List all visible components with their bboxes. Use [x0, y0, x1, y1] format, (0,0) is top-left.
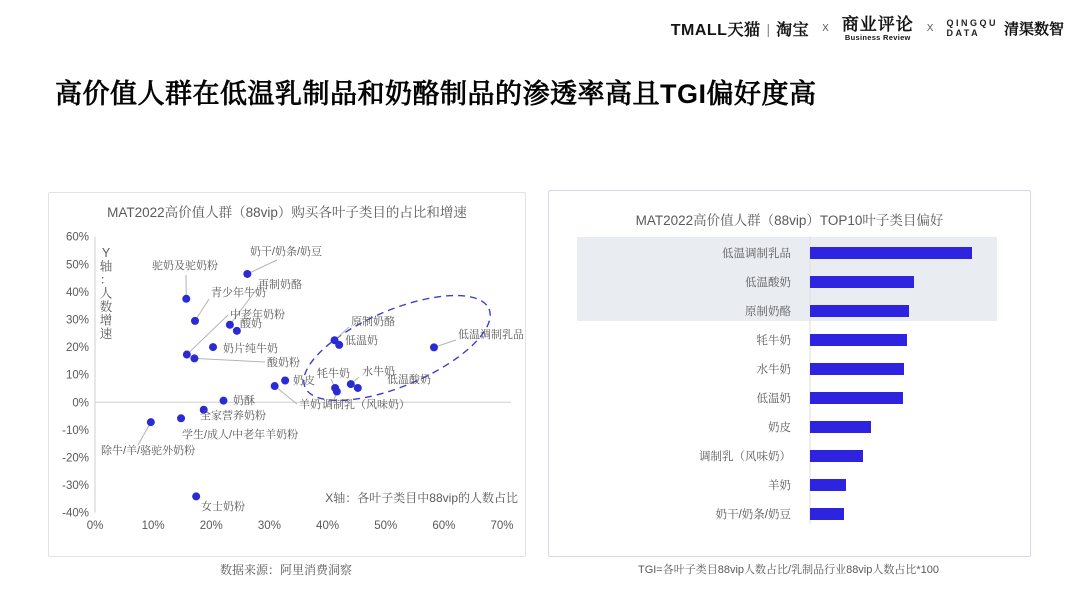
- bar-category-label: 奶皮: [768, 422, 791, 434]
- scatter-point: [335, 341, 343, 349]
- y-tick-label: 10%: [65, 369, 89, 382]
- bar: [810, 363, 904, 375]
- qingqu-logo-cn: 清渠数智: [1003, 21, 1064, 39]
- data-source-note: 数据来源：阿里消费洞察: [219, 563, 352, 577]
- scatter-point: [281, 376, 289, 384]
- y-tick-label: 30%: [65, 314, 89, 327]
- scatter-point: [347, 380, 355, 388]
- scatter-point: [183, 351, 191, 359]
- y-tick-label: 50%: [65, 259, 89, 272]
- scatter-point-label: 酸奶粉: [267, 357, 300, 369]
- scatter-point: [226, 321, 234, 329]
- bar-chart-title: MAT2022高价值人群（88vip）TOP10叶子类目偏好: [635, 213, 944, 228]
- scatter-point-label: 青少年牛奶: [211, 287, 266, 299]
- x-axis-title: X轴：各叶子类目中88vip的人数占比: [325, 491, 518, 505]
- y-tick-label: 0%: [72, 397, 89, 410]
- x-tick-label: 10%: [141, 520, 165, 532]
- scatter-point: [182, 295, 190, 303]
- scatter-point-label: 水牛奶: [362, 366, 395, 378]
- bar-category-label: 低温奶: [756, 393, 791, 405]
- qingqu-en-line1: QINGQU: [946, 17, 998, 28]
- bar-category-label: 调制乳（风味奶）: [699, 451, 791, 463]
- bar: [810, 508, 844, 520]
- scatter-point: [147, 418, 155, 426]
- bar: [810, 450, 863, 462]
- scatter-point-label: 中老年奶粉: [230, 309, 285, 321]
- x-tick-label: 70%: [490, 520, 514, 532]
- y-tick-label: -40%: [62, 507, 89, 520]
- y-axis-title: 数: [99, 300, 113, 314]
- business-review-cn: 商业评论: [841, 15, 914, 34]
- scatter-point: [209, 343, 217, 351]
- scatter-point: [219, 397, 227, 405]
- y-axis-title: 人: [99, 286, 113, 301]
- logo-divider: |: [766, 20, 771, 37]
- bar: [810, 392, 903, 404]
- scatter-point-label: 低温奶: [345, 335, 378, 347]
- scatter-point: [333, 388, 341, 396]
- business-review-en: Business Review: [844, 32, 911, 42]
- scatter-point-label: 奶片纯牛奶: [223, 343, 278, 355]
- scatter-point: [243, 270, 251, 278]
- bar-category-label: 原制奶酪: [745, 306, 791, 318]
- qingqu-logo-en: [946, 19, 998, 39]
- scatter-point: [354, 384, 362, 392]
- scatter-point: [191, 317, 199, 325]
- y-axis-title: 轴: [99, 259, 113, 274]
- scatter-point-label: 低温调制乳品: [458, 329, 524, 341]
- bar-category-label: 低温调制乳品: [722, 248, 791, 260]
- qingqu-en-line2: DATA: [946, 27, 981, 38]
- y-tick-label: -10%: [62, 424, 89, 437]
- collab-x-icon: X: [926, 23, 934, 35]
- bar: [810, 247, 972, 259]
- scatter-chart: [49, 193, 525, 556]
- scatter-point-label: 奶干/奶条/奶豆: [249, 246, 323, 258]
- bar-chart-card: [548, 190, 1031, 557]
- scatter-point-label: 再制奶酪: [258, 279, 302, 291]
- scatter-point-label: 羊奶: [299, 399, 321, 411]
- bar: [810, 479, 846, 491]
- scatter-point-label: 牦牛奶: [317, 368, 350, 380]
- collab-x-icon: X: [822, 23, 829, 35]
- y-axis-title: Y: [101, 246, 111, 260]
- y-axis-title: ：: [99, 273, 113, 287]
- tmall-taobao-logo: [671, 17, 809, 40]
- qingqu-logo: [946, 18, 1064, 39]
- scatter-chart-title: MAT2022高价值人群（88vip）购买各叶子类目的占比和增速: [107, 205, 467, 220]
- x-tick-label: 50%: [374, 520, 398, 532]
- x-tick-label: 0%: [86, 520, 104, 532]
- scatter-point: [190, 354, 198, 362]
- scatter-point-label: 除牛/羊/骆驼外奶粉: [101, 445, 196, 457]
- scatter-point-label: 全家营养奶粉: [200, 410, 266, 422]
- x-tick-label: 60%: [432, 520, 456, 532]
- scatter-point-label: 原制奶酪: [351, 316, 395, 328]
- scatter-point: [177, 414, 185, 422]
- scatter-point: [192, 492, 200, 500]
- bar-category-label: 羊奶: [768, 480, 791, 492]
- tgi-formula-note: TGI=各叶子类目88vip人数占比/乳制品行业88vip人数占比*100: [637, 564, 940, 576]
- bar-category-label: 水牛奶: [756, 364, 791, 376]
- scatter-point-label: 奶酥: [233, 395, 255, 407]
- bar-chart: [549, 191, 1030, 556]
- label-leader-line: [275, 386, 297, 404]
- x-tick-label: 40%: [316, 520, 340, 532]
- scatter-point-label: 调制乳（风味奶）: [322, 399, 410, 411]
- scatter-point-label: 女士奶粉: [201, 501, 245, 513]
- y-tick-label: -30%: [62, 480, 89, 493]
- scatter-point-label: 低温酸奶: [387, 374, 431, 386]
- y-tick-label: 20%: [65, 342, 89, 355]
- x-tick-label: 30%: [257, 520, 281, 532]
- page-title: 高价值人群在低温乳制品和奶酪制品的渗透率高且TGI偏好度高: [55, 79, 817, 109]
- label-leader-line: [194, 358, 265, 362]
- y-tick-label: -20%: [62, 452, 89, 465]
- x-tick-label: 20%: [199, 520, 223, 532]
- scatter-point-label: 酸奶: [240, 318, 262, 330]
- business-review-logo: [842, 16, 914, 42]
- taobao-logo: 淘宝: [776, 22, 810, 40]
- scatter-point: [271, 382, 279, 390]
- bar-category-label: 奶干/奶条/奶豆: [715, 509, 791, 521]
- bar-category-label: 低温酸奶: [745, 277, 791, 289]
- bar: [810, 334, 907, 346]
- bar: [810, 276, 914, 288]
- bar: [810, 305, 909, 317]
- scatter-chart-card: [48, 192, 526, 557]
- label-leader-line: [247, 260, 277, 274]
- scatter-point-label: 学生/成人/中老年羊奶粉: [182, 429, 299, 441]
- scatter-point-label: 奶皮: [293, 375, 315, 387]
- header-logos: [671, 16, 1064, 42]
- bar: [810, 421, 871, 433]
- bar-category-label: 牦牛奶: [756, 335, 791, 347]
- y-tick-label: 40%: [65, 286, 89, 299]
- scatter-point-label: 驼奶及驼奶粉: [152, 260, 218, 272]
- y-axis-title: 速: [99, 327, 113, 341]
- tmall-logo: TMALL天猫: [670, 22, 761, 40]
- scatter-point: [430, 343, 438, 351]
- y-tick-label: 60%: [65, 231, 89, 244]
- y-axis-title: 增: [99, 313, 113, 328]
